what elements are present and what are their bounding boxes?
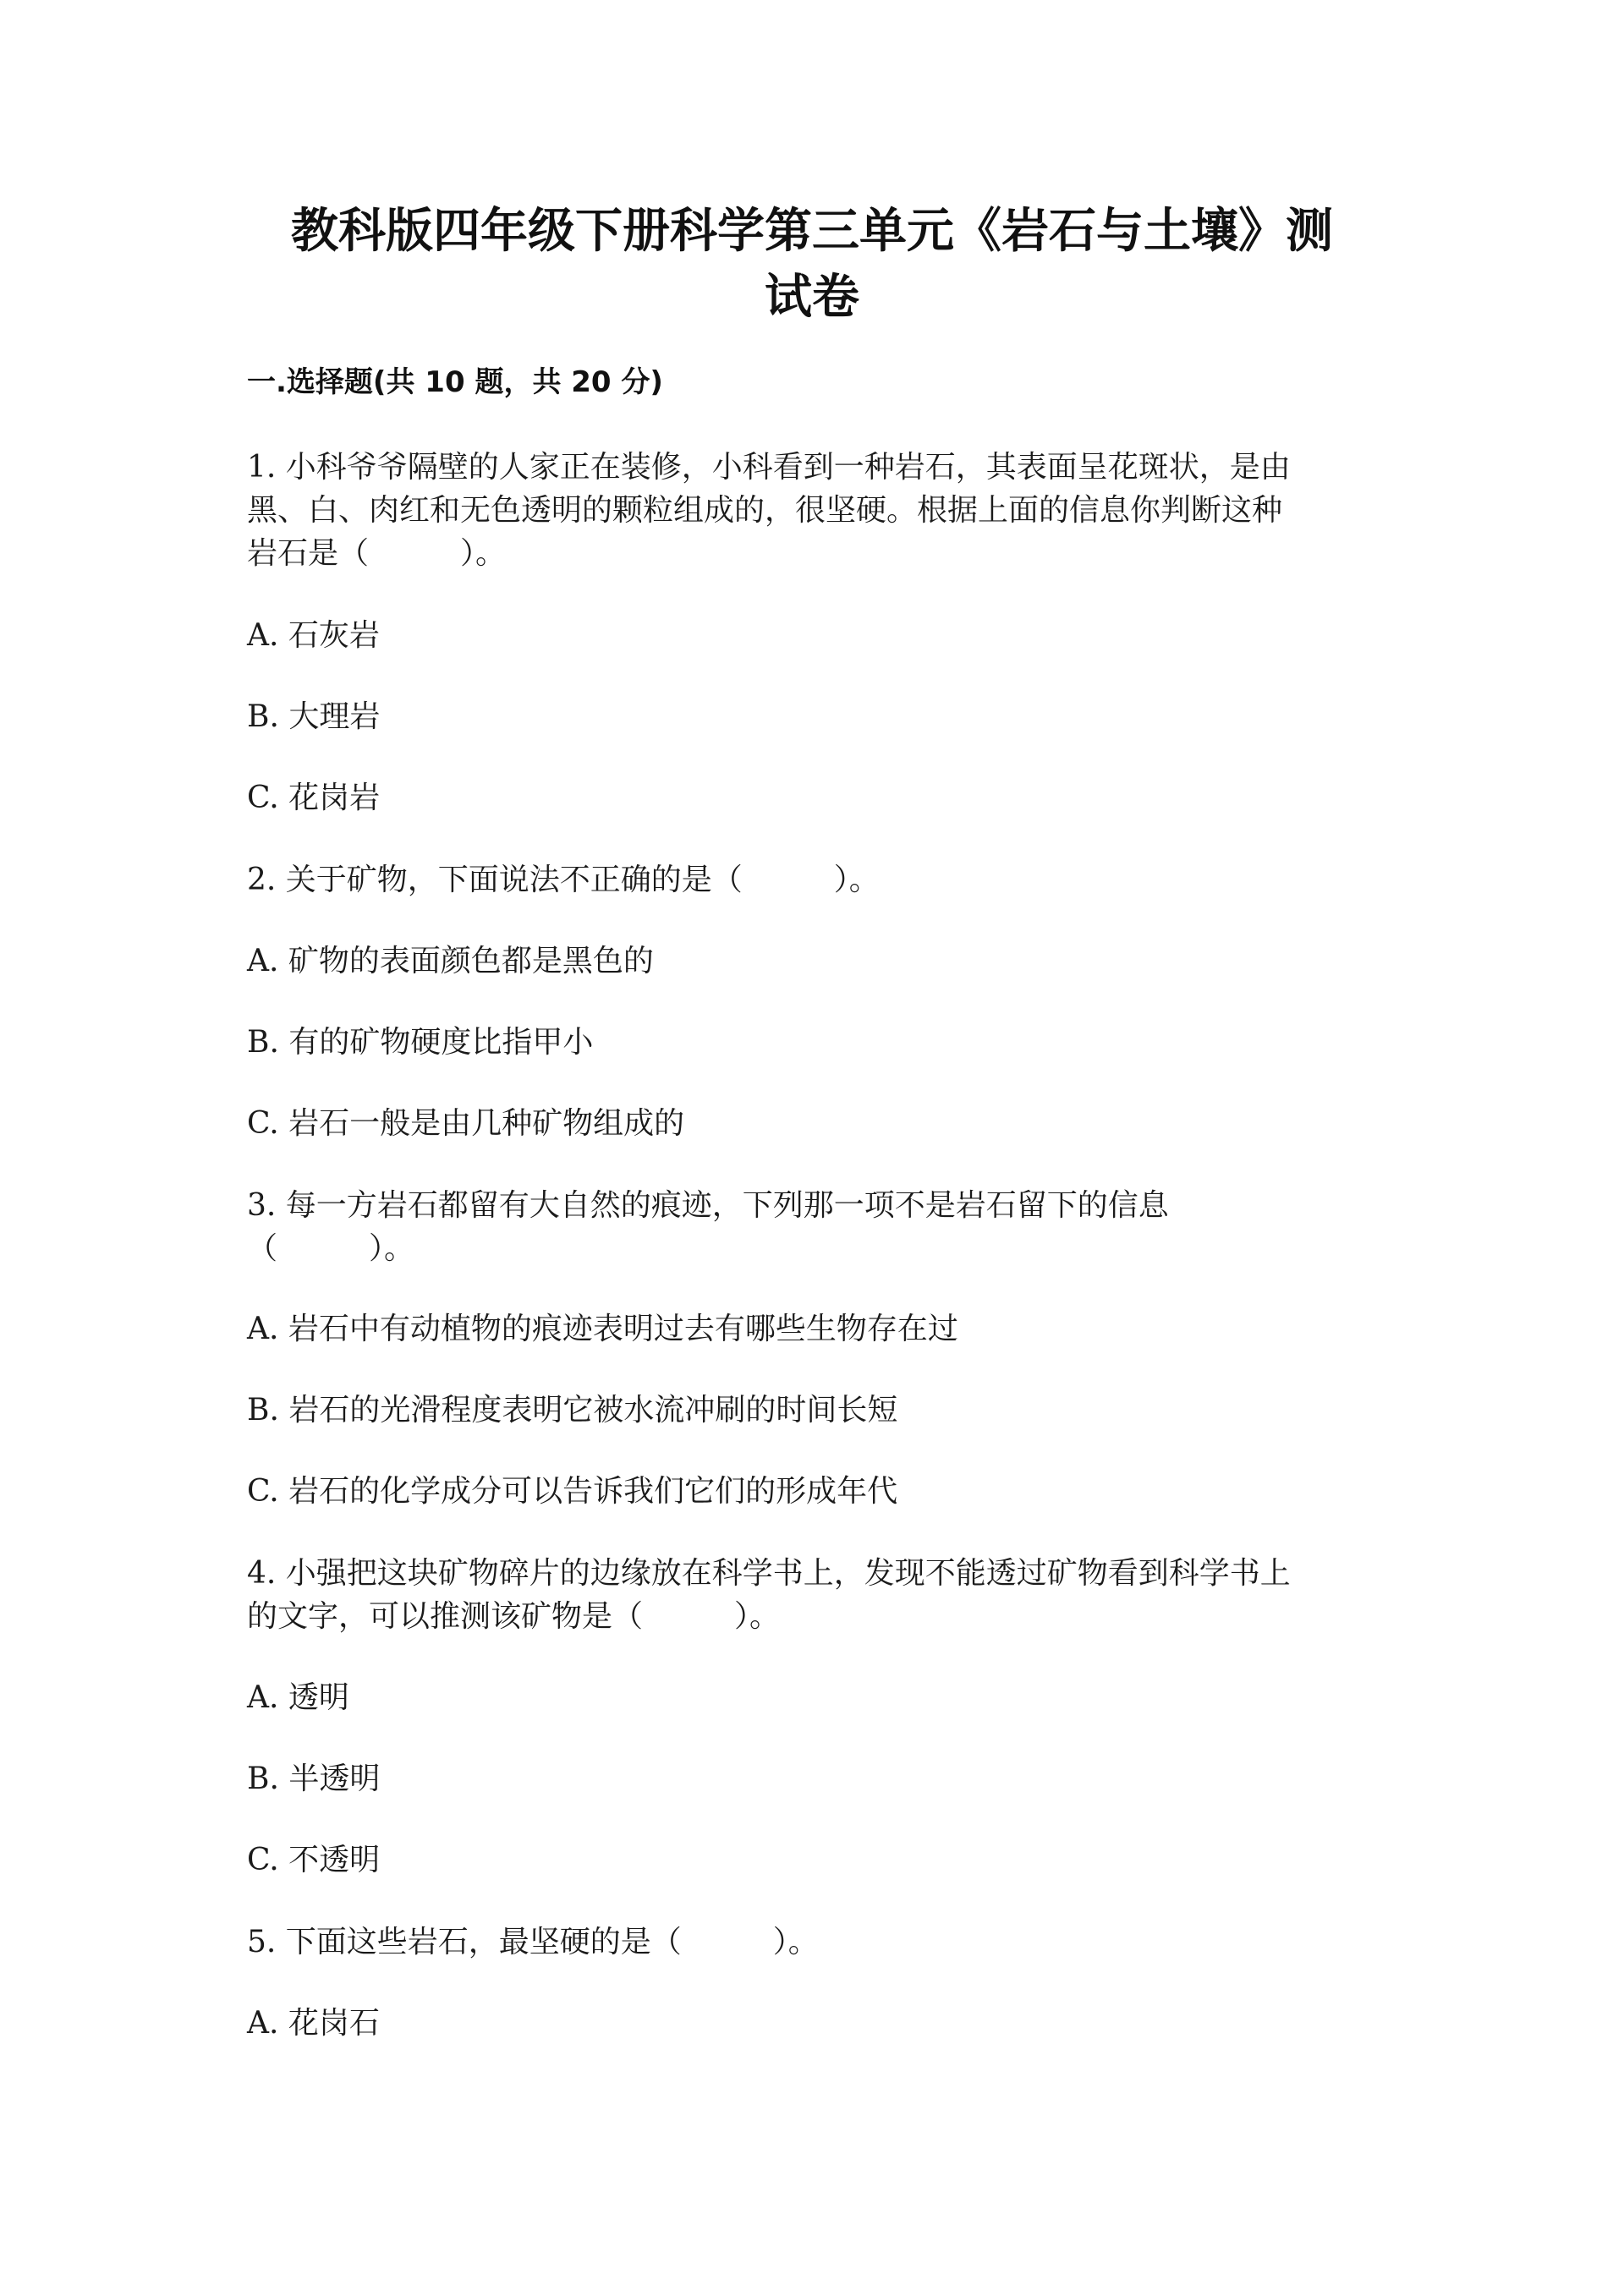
question-1-option-b: B. 大理岩	[247, 699, 381, 734]
question-4-option-a: A. 透明	[247, 1680, 349, 1715]
question-1-option-a: A. 石灰岩	[247, 618, 380, 653]
question-4-stem-line-1: 4. 小强把这块矿物碎片的边缘放在科学书上，发现不能透过矿物看到科学书上	[247, 1556, 1291, 1591]
question-4-option-c: C. 不透明	[247, 1843, 381, 1877]
question-3-stem-line-1: 3. 每一方岩石都留有大自然的痕迹，下列那一项不是岩石留下的信息	[247, 1188, 1169, 1223]
question-3-option-b: B. 岩石的光滑程度表明它被水流冲刷的时间长短	[247, 1393, 898, 1427]
question-2-option-a: A. 矿物的表面颜色都是黑色的	[247, 944, 654, 978]
question-5-option-a: A. 花岗石	[247, 2006, 380, 2041]
question-2-option-b: B. 有的矿物硬度比指甲小	[247, 1025, 594, 1060]
section-heading: 一.选择题(共 10 题，共 20 分)	[247, 365, 663, 399]
question-3-option-c: C. 岩石的化学成分可以告诉我们它们的形成年代	[247, 1474, 898, 1509]
question-5-stem-line-1: 5. 下面这些岩石，最坚硬的是（ ）。	[247, 1925, 819, 1959]
question-1-option-c: C. 花岗岩	[247, 781, 381, 815]
question-1-stem-line-2: 黑、白、肉红和无色透明的颗粒组成的，很坚硬。根据上面的信息你判断这种	[247, 493, 1283, 528]
question-3-option-a: A. 岩石中有动植物的痕迹表明过去有哪些生物存在过	[247, 1312, 958, 1346]
question-1-stem-line-3: 岩石是（ ）。	[247, 536, 507, 571]
question-1-stem-line-1: 1. 小科爷爷隔壁的人家正在装修，小科看到一种岩石，其表面呈花斑状，是由	[247, 450, 1291, 485]
question-3-stem-line-2: （ ）。	[247, 1231, 415, 1266]
page-title-line-2: 试卷	[765, 270, 859, 325]
page-title-line-1: 教科版四年级下册科学第三单元《岩石与土壤》测	[291, 204, 1333, 259]
question-2-stem-line-1: 2. 关于矿物，下面说法不正确的是（ ）。	[247, 863, 880, 897]
question-2-option-c: C. 岩石一般是由几种矿物组成的	[247, 1106, 685, 1141]
question-4-option-b: B. 半透明	[247, 1762, 381, 1796]
question-4-stem-line-2: 的文字，可以推测该矿物是（ ）。	[247, 1599, 781, 1634]
